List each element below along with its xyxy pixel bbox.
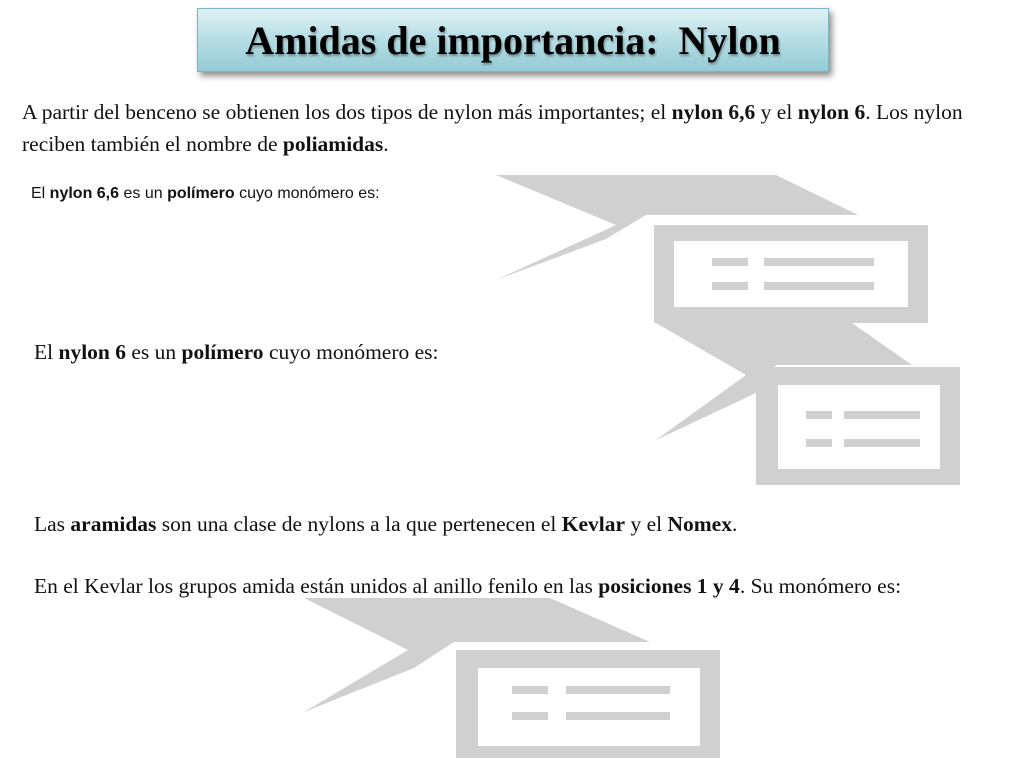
intro-text-2: y el [755, 100, 798, 124]
intro-bold-nylon66: nylon 6,6 [671, 100, 756, 124]
placeholder-line [806, 411, 832, 419]
nylon6-bold-polimero: polímero [181, 340, 264, 364]
slide-title: Amidas de importancia: Nylon [245, 17, 781, 63]
placeholder-card-inner [674, 241, 908, 307]
placeholder-line [712, 282, 748, 290]
intro-text-4: . [383, 132, 389, 156]
intro-bold-nylon6: nylon 6 [797, 100, 866, 124]
nylon66-text-1: El [31, 185, 50, 202]
intro-paragraph [22, 96, 1002, 160]
placeholder-line [844, 411, 920, 419]
kevlar-text-2: . Su monómero es: [739, 574, 902, 598]
aramidas-bold-aramidas: aramidas [70, 512, 157, 536]
aramidas-text-1: Las [34, 512, 71, 536]
aramidas-text-4: . [731, 512, 738, 536]
missing-image-icon [656, 323, 962, 488]
missing-image-icon [496, 175, 932, 325]
nylon66-text-3: cuyo monómero es: [234, 185, 380, 202]
placeholder-line [844, 439, 920, 447]
intro-bold-poliamidas: poliamidas [282, 132, 384, 156]
placeholder-line [512, 712, 548, 720]
nylon6-caption [34, 336, 439, 368]
nylon66-caption [31, 182, 380, 206]
nylon6-text-1: El [34, 340, 59, 364]
placeholder-line [712, 258, 748, 266]
nylon66-text-2: es un [119, 185, 168, 202]
aramidas-bold-nomex: Nomex [667, 512, 732, 536]
kevlar-text-1: En el Kevlar los grupos amida están unidos al anillo fenilo en las [34, 574, 599, 598]
aramidas-text-3: y el [625, 512, 668, 536]
placeholder-card-inner [778, 385, 940, 469]
nylon66-bold-name: nylon 6,6 [49, 185, 120, 202]
placeholder-line [566, 712, 670, 720]
placeholder-line [764, 282, 874, 290]
intro-text-1: A partir del benceno se obtienen los dos tipos de nylon más importantes; el [22, 100, 672, 124]
nylon6-bold-name: nylon 6 [58, 340, 126, 364]
missing-image-icon [304, 598, 724, 760]
placeholder-line [764, 258, 874, 266]
nylon6-text-2: es un [126, 340, 182, 364]
aramidas-text-2: son una clase de nylons a la que pertenecen el [156, 512, 562, 536]
placeholder-line [512, 686, 548, 694]
nylon66-bold-polimero: polímero [167, 185, 235, 202]
intro-text-3: . Los nylon reciben también el nombre de [22, 100, 963, 156]
kevlar-bold-posiciones: posiciones 1 y 4 [598, 574, 740, 598]
slide-title-box [197, 8, 829, 72]
nylon6-text-3: cuyo monómero es: [263, 340, 439, 364]
placeholder-line [566, 686, 670, 694]
placeholder-card-inner [478, 668, 700, 746]
aramidas-bold-kevlar: Kevlar [561, 512, 626, 536]
aramidas-paragraph [34, 508, 984, 540]
placeholder-line [806, 439, 832, 447]
